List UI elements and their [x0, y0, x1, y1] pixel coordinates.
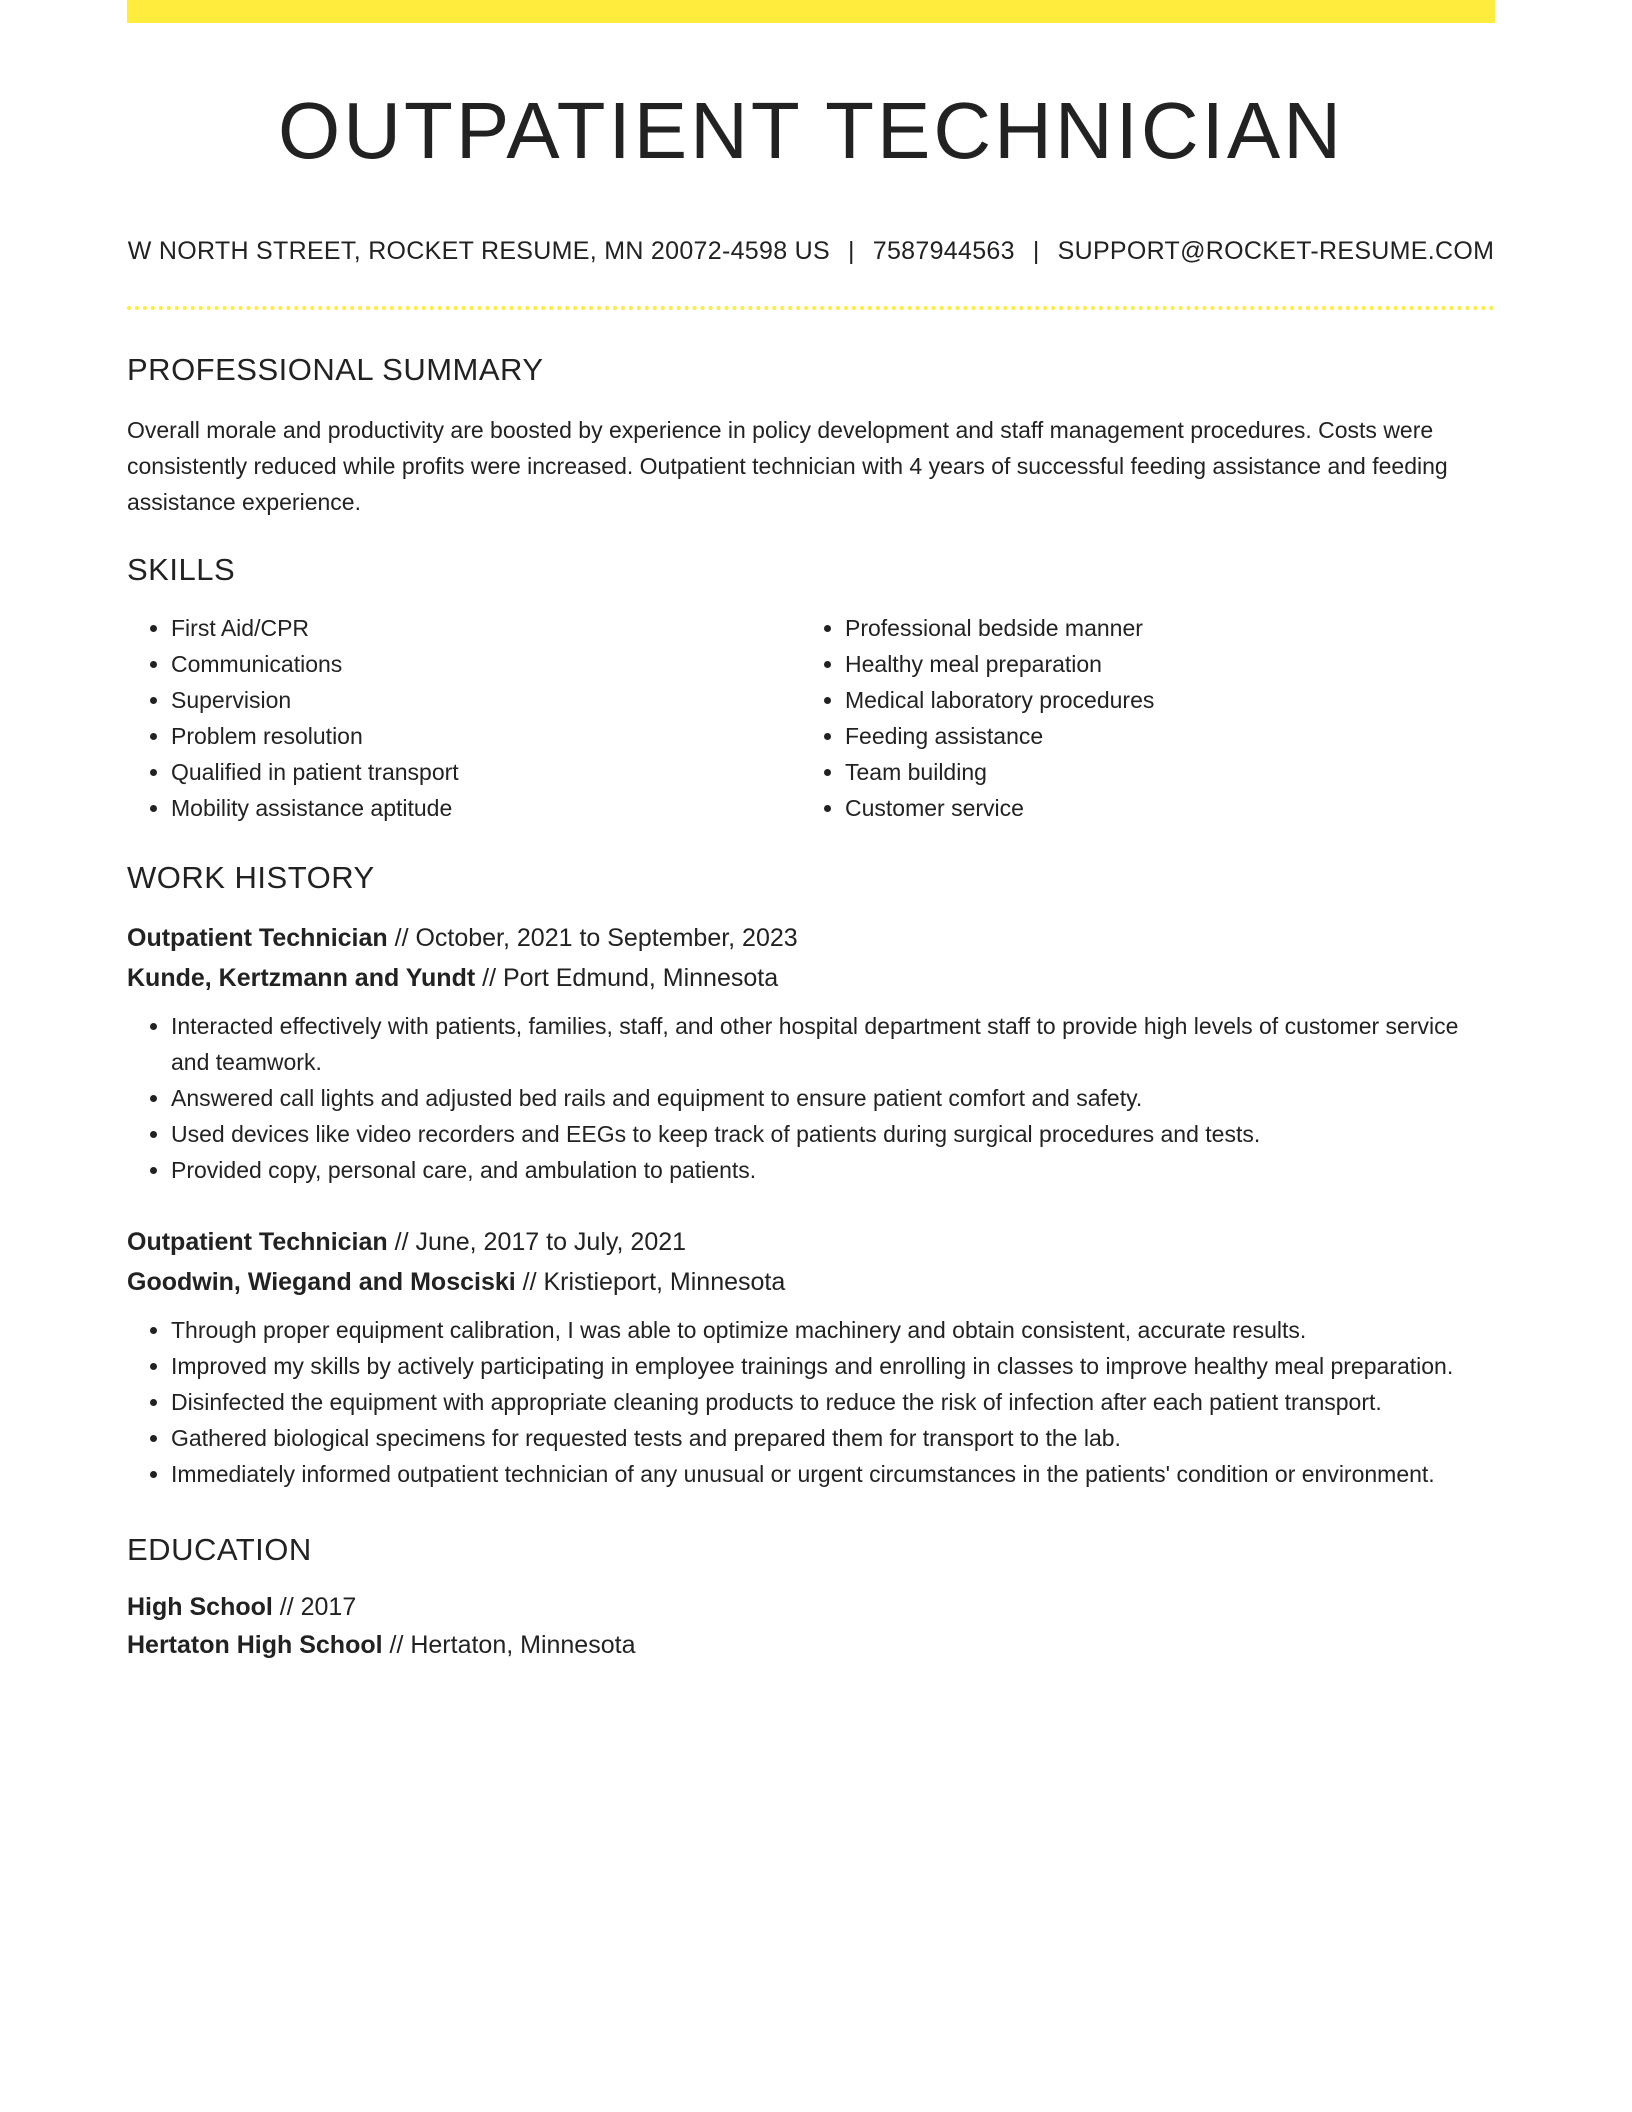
job-dates: // June, 2017 to July, 2021	[387, 1228, 687, 1256]
job-title-line	[127, 918, 1495, 958]
job-role: Outpatient Technician	[127, 924, 388, 952]
contact-address: W NORTH STREET, ROCKET RESUME, MN 20072-4598 US	[127, 237, 830, 265]
contact-separator: |	[847, 237, 855, 265]
education-entry	[127, 1588, 1495, 1664]
education-degree-line	[127, 1588, 1495, 1626]
skill-item: • Qualified in patient transport	[171, 754, 801, 790]
skill-item: • Feeding assistance	[845, 718, 1475, 754]
summary-text: Overall morale and productivity are boosted by experience in policy development and staff management procedures. Costs were consistently reduced while profits were increased. Outpatient technician with 4 years of successful feeding assistance and feeding assistance experience.	[127, 417, 1448, 515]
job-role: Outpatient Technician	[127, 1228, 388, 1256]
work-history-heading: WORK HISTORY	[127, 860, 375, 895]
job-company-line	[127, 1262, 1495, 1302]
skill-item: • First Aid/CPR	[171, 610, 801, 646]
skill-item: • Customer service	[845, 790, 1475, 826]
job-entry	[127, 918, 1495, 1188]
resume-page	[127, 0, 1495, 1664]
skills-heading: SKILLS	[127, 552, 236, 587]
contact-phone: 7587944563	[872, 237, 1015, 265]
skills-list	[127, 610, 1495, 826]
job-location: // Kristieport, Minnesota	[515, 1268, 786, 1296]
education-degree: High School	[127, 1593, 273, 1621]
education-school: Hertaton High School	[127, 1631, 383, 1659]
job-bullet: • Interacted effectively with patients, families, staff, and other hospital department staff to provide high levels of customer service and teamwork.	[171, 1008, 1495, 1080]
dotted-divider	[127, 306, 1495, 310]
skill-item: • Communications	[171, 646, 801, 682]
job-bullet: • Immediately informed outpatient technician of any unusual or urgent circumstances in the patients' condition or environment.	[171, 1456, 1495, 1492]
job-bullet: • Answered call lights and adjusted bed rails and equipment to ensure patient comfort and safety.	[171, 1080, 1495, 1116]
job-location: // Port Edmund, Minnesota	[475, 964, 779, 992]
skill-item: • Problem resolution	[171, 718, 801, 754]
education-heading: EDUCATION	[127, 1532, 312, 1567]
skill-item: • Mobility assistance aptitude	[171, 790, 801, 826]
resume-name: OUTPATIENT TECHNICIAN	[277, 86, 1345, 175]
education-school-line	[127, 1626, 1495, 1664]
job-company: Goodwin, Wiegand and Mosciski	[127, 1268, 516, 1296]
job-bullet: • Improved my skills by actively participating in employee trainings and enrolling in classes to improve healthy meal preparation.	[171, 1348, 1495, 1384]
job-bullet: • Used devices like video recorders and EEGs to keep track of patients during surgical procedures and tests.	[171, 1116, 1495, 1152]
education-location: // Hertaton, Minnesota	[382, 1631, 636, 1659]
skill-item: • Team building	[845, 754, 1475, 790]
job-bullet: • Disinfected the equipment with appropriate cleaning products to reduce the risk of infection after each patient transport.	[171, 1384, 1495, 1420]
skill-item: • Supervision	[171, 682, 801, 718]
job-company-line	[127, 958, 1495, 998]
contact-line	[127, 237, 1495, 266]
skills-column-left	[127, 610, 801, 826]
job-dates: // October, 2021 to September, 2023	[387, 924, 798, 952]
skill-item: • Healthy meal preparation	[845, 646, 1475, 682]
job-entry	[127, 1222, 1495, 1492]
skill-item: • Professional bedside manner	[845, 610, 1475, 646]
skills-column-right	[801, 610, 1475, 826]
job-company: Kunde, Kertzmann and Yundt	[127, 964, 476, 992]
job-bullet: • Gathered biological specimens for requested tests and prepared them for transport to the lab.	[171, 1420, 1495, 1456]
contact-separator: |	[1032, 237, 1040, 265]
contact-email: SUPPORT@ROCKET-RESUME.COM	[1057, 237, 1495, 265]
job-bullets	[127, 1008, 1495, 1188]
job-title-line	[127, 1222, 1495, 1262]
summary-heading: PROFESSIONAL SUMMARY	[127, 352, 544, 387]
job-bullet: • Provided copy, personal care, and ambulation to patients.	[171, 1152, 1495, 1188]
education-year: // 2017	[272, 1593, 357, 1621]
accent-top-bar	[127, 0, 1495, 23]
skill-item: • Medical laboratory procedures	[845, 682, 1475, 718]
job-bullet: • Through proper equipment calibration, I was able to optimize machinery and obtain consistent, accurate results.	[171, 1312, 1495, 1348]
job-bullets	[127, 1312, 1495, 1492]
